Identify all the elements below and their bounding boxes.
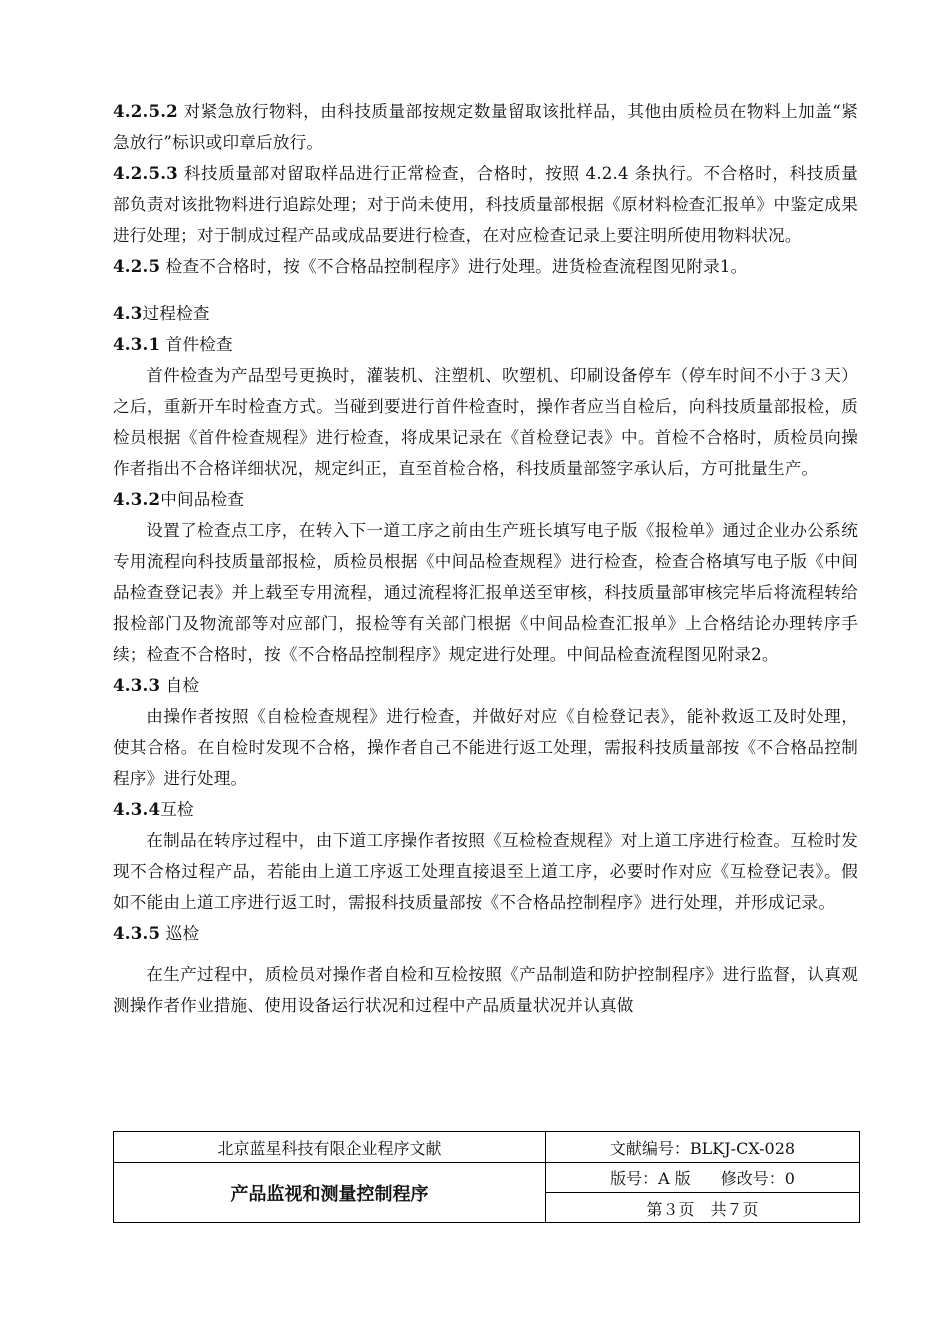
paragraph-4-2-5-3 xyxy=(113,158,858,251)
section-number: 4.3 xyxy=(113,303,143,323)
section-number: 4.3.4 xyxy=(113,799,161,819)
footer-table xyxy=(113,1131,860,1223)
section-number: 4.3.5 xyxy=(113,923,161,943)
footer-version: 版号：A 版 xyxy=(610,1169,691,1188)
heading-4-3 xyxy=(113,298,858,329)
section-number: 4.3.2 xyxy=(113,489,161,509)
heading-text: 首件检查 xyxy=(160,335,233,354)
footer-revision: 修改号：0 xyxy=(720,1169,795,1188)
section-number: 4.3.3 xyxy=(113,675,161,695)
paragraph-mutual-check: 在制品在转序过程中，由下道工序操作者按照《互检检查规程》对上道工序进行检查。互检时发现不合格过程产品，若能由上道工序返工处理直接退至上道工序，必要时作对应《互检登记表》。假如不能由上道工序进行返工时，需报科技质量部按《不合格品控制程序》进行处理，并形成记录。 xyxy=(113,831,858,912)
spacer xyxy=(113,949,858,959)
heading-4-3-1 xyxy=(113,329,858,360)
paragraph-patrol-check: 在生产过程中，质检员对操作者自检和互检按照《产品制造和防护控制程序》进行监督，认真观测操作者作业措施、使用设备运行状况和过程中产品质量状况并认真做 xyxy=(113,965,858,1015)
document-body xyxy=(113,96,858,1021)
section-number: 4.3.1 xyxy=(113,334,161,354)
paragraph-4-2-5 xyxy=(113,251,858,282)
footer-page-number: 第３页 共７页 xyxy=(646,1199,759,1219)
paragraph-first-article: 首件检查为产品型号更换时，灌装机、注塑机、吹塑机、印刷设备停车（停车时间不小于３天）之后，重新开车时检查方式。当碰到要进行首件检查时，操作者应当自检后，向科技质量部报检，质检员根据《首件检查规程》进行检查，将成果记录在《首检登记表》中。首检不合格时，质检员向操作者指出不合格详细状况，规定纠正，直至首检合格，科技质量部签字承认后，方可批量生产。 xyxy=(113,366,858,478)
footer-title: 产品监视和测量控制程序 xyxy=(114,1163,546,1223)
heading-text: 中间品检查 xyxy=(160,490,245,509)
footer-version-cell xyxy=(546,1163,859,1193)
heading-4-3-3 xyxy=(113,670,858,701)
heading-4-3-4 xyxy=(113,794,858,825)
heading-text: 互检 xyxy=(160,800,194,819)
paragraph-intermediate: 设置了检查点工序，在转入下一道工序之前由生产班长填写电子版《报检单》通过企业办公系统专用流程向科技质量部报检，质检员根据《中间品检查规程》进行检查，检查合格填写电子版《中间品检查登记表》并上载至专用流程，通过流程将汇报单送至审核，科技质量部审核完毕后将流程转给报检部门及物流部等对应部门，报检等有关部门根据《中间品检查汇报单》上合格结论办理转序手续；检查不合格时，按《不合格品控制程序》规定进行处理。中间品检查流程图见附录2。 xyxy=(113,521,858,664)
heading-4-3-2 xyxy=(113,484,858,515)
section-number: 4.2.5 xyxy=(113,256,161,276)
footer-company: 北京蓝星科技有限企业程序文献 xyxy=(114,1132,546,1163)
paragraph-4-2-5-2 xyxy=(113,96,858,158)
paragraph-self-check: 由操作者按照《自检检查规程》进行检查，并做好对应《自检登记表》，能补救返工及时处理，使其合格。在自检时发现不合格，操作者自己不能进行返工处理，需报科技质量部按《不合格品控制程序》进行处理。 xyxy=(113,707,858,788)
heading-text: 巡检 xyxy=(160,924,200,943)
footer-doc-number: 文献编号：BLKJ-CX-028 xyxy=(546,1132,859,1163)
section-number: 4.2.5.3 xyxy=(113,163,178,183)
spacer xyxy=(113,282,858,298)
paragraph-text: 对紧急放行物料，由科技质量部按规定数量留取该批样品，其他由质检员在物料上加盖“紧急放行”标识或印章后放行。 xyxy=(113,102,858,152)
paragraph-text: 科技质量部对留取样品进行正常检查，合格时，按照 4.2.4 条执行。不合格时，科技质量部负责对该批物料进行追踪处理；对于尚未使用，科技质量部根据《原材料检查汇报单》中鉴定成果进行处理；对于制成过程产品或成品要进行检查，在对应检查记录上要注明所使用物料状况。 xyxy=(113,164,858,245)
paragraph-text: 检查不合格时，按《不合格品控制程序》进行处理。进货检查流程图见附录1。 xyxy=(160,257,748,276)
heading-4-3-5 xyxy=(113,918,858,949)
heading-text: 过程检查 xyxy=(142,304,210,323)
section-number: 4.2.5.2 xyxy=(113,101,178,121)
heading-text: 自检 xyxy=(160,676,200,695)
